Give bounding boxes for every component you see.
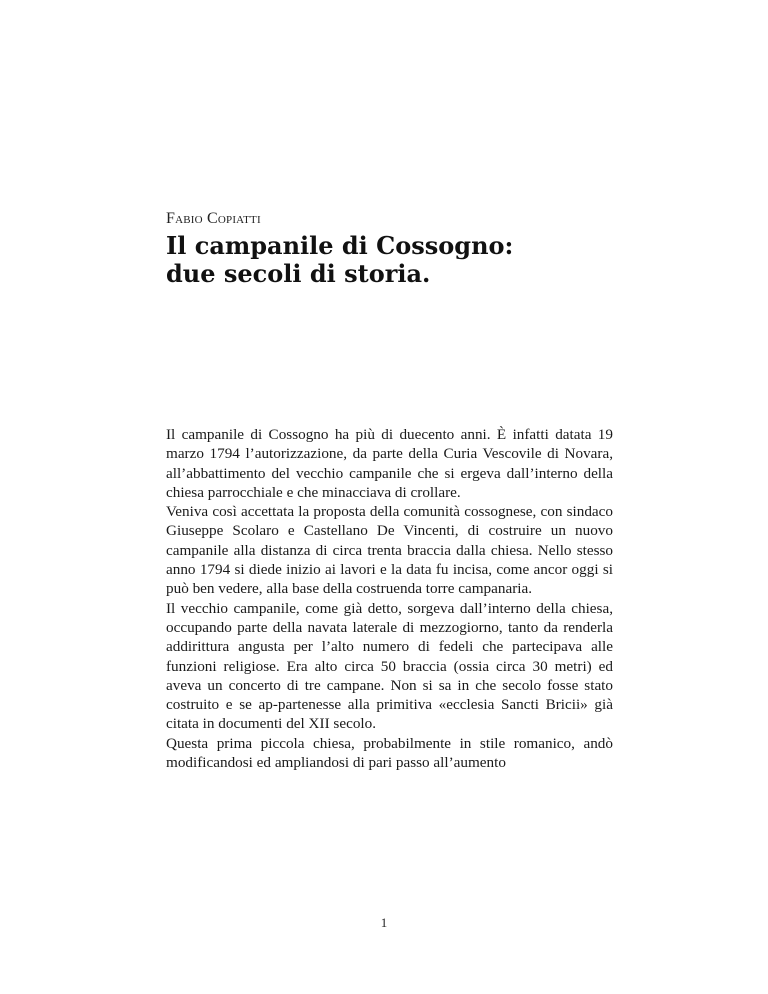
title-line-1: Il campanile di Cossogno: — [166, 231, 514, 260]
paragraph: Veniva così accettata la proposta della comunità cossognese, con sindaco Giuseppe Scolaro e Castellano De Vincenti, di costruire un nuovo campanile alla distanza di circa trenta braccia dalla chiesa. Nello stesso anno 1794 si diede inizio ai lavori e la data fu incisa, come ancor oggi si può ben vedere, alla base della costruenda torre campanaria. — [166, 503, 613, 598]
article-title — [166, 232, 646, 288]
author-name: Fabio Copiatti — [166, 210, 261, 227]
title-line-2: due secoli di storia. — [166, 259, 431, 288]
paragraph: Il vecchio campanile, come già detto, sorgeva dall’interno della chiesa, occupando parte della navata laterale di mezzogiorno, tanto da renderla addirittura angusta per l’alto numero di fedeli che partecipava alle funzioni religiose. Era alto circa 50 braccia (ossia circa 30 metri) ed aveva un concerto di tre campane. Non si sa in che secolo fosse stato costruito e se ap-partenesse alla primitiva «ecclesia Sancti Bricii» già citata in documenti del XII secolo. — [166, 599, 613, 733]
paragraph: Questa prima piccola chiesa, probabilmente in stile romanico, andò modificandosi ed ampliandosi di pari passo all’aumento — [166, 734, 613, 772]
page-number: 1 — [380, 915, 388, 930]
article-body — [166, 425, 613, 772]
paragraph: Il campanile di Cossogno ha più di duecento anni. È infatti datata 19 marzo 1794 l’autorizzazione, da parte della Curia Vescovile di Novara, all’abbattimento del vecchio campanile che si ergeva dall’interno della chiesa parrocchiale e che minacciava di crollare. — [166, 426, 613, 501]
